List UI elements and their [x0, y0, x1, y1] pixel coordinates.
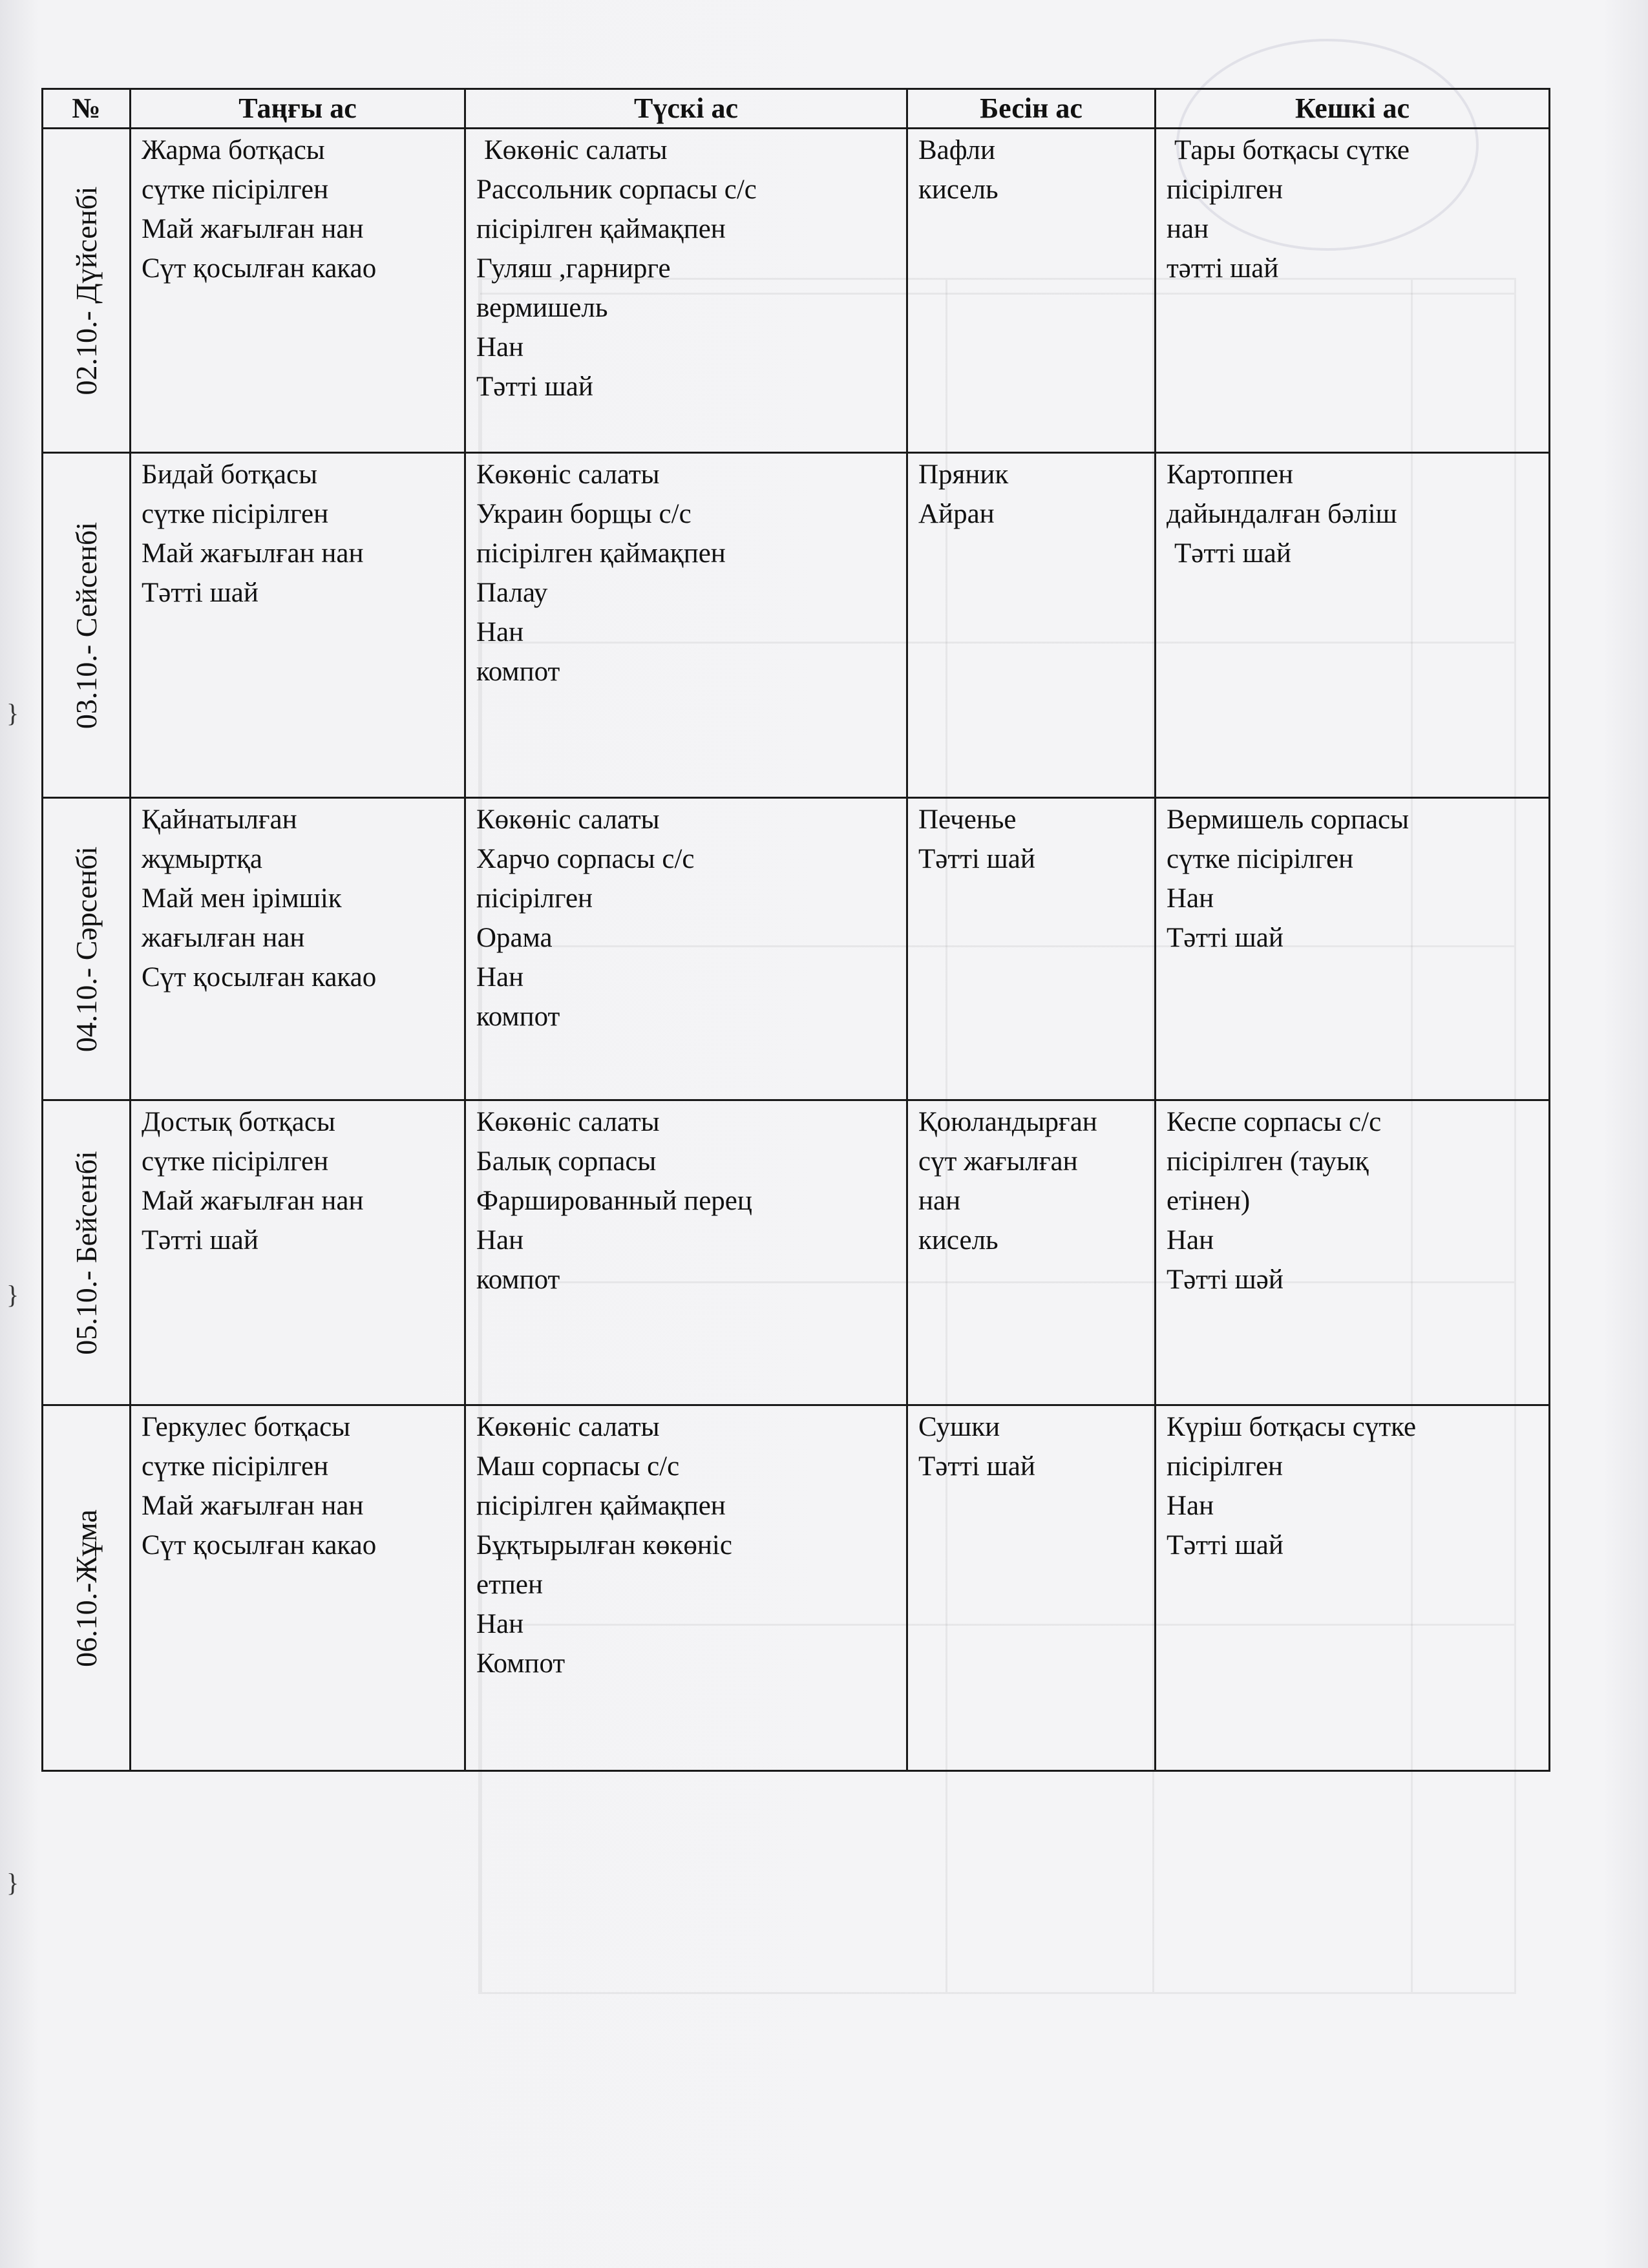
day-label: 02.10.- Дүйсенбі	[69, 185, 103, 395]
menu-item: Печенье	[918, 804, 1017, 835]
binding-mark: }	[6, 698, 19, 728]
header-breakfast: Таңғы ас	[131, 89, 465, 129]
menu-item: Геркулес ботқасы	[142, 1412, 351, 1442]
menu-item: Тары ботқасы сүтке	[1174, 135, 1410, 165]
day-row-thursday	[43, 1100, 1550, 1405]
menu-item: Бұқтырылған көкөніс	[476, 1530, 732, 1560]
menu-item: Вермишель сорпасы	[1167, 804, 1410, 835]
menu-item: Балық сорпасы	[476, 1146, 657, 1177]
lunch-cell	[465, 798, 907, 1100]
menu-item: пісірілген қаймақпен	[476, 538, 726, 569]
dinner-cell	[1156, 798, 1550, 1100]
menu-item: Нан	[1167, 1491, 1214, 1521]
binding-mark: }	[6, 1868, 19, 1897]
menu-item: Май жағылған нан	[142, 1186, 364, 1216]
menu-item: Тәтті шай	[1174, 538, 1291, 569]
menu-item: Палау	[476, 578, 548, 608]
menu-item: Картоппен	[1167, 459, 1293, 490]
menu-item: пісірілген қаймақпен	[476, 1491, 726, 1521]
menu-item: Тәтті шәй	[1167, 1265, 1284, 1295]
menu-item: компот	[476, 1265, 560, 1295]
dinner-cell	[1156, 453, 1550, 798]
menu-item: Вафли	[918, 135, 996, 165]
menu-item: Май жағылған нан	[142, 1491, 364, 1521]
day-cell	[43, 1405, 131, 1771]
menu-item: Май жағылған нан	[142, 538, 364, 569]
menu-item: Нан	[476, 962, 524, 992]
menu-item: пісірілген	[1167, 174, 1284, 205]
menu-item: Нан	[1167, 1225, 1214, 1255]
breakfast-cell	[131, 798, 465, 1100]
menu-item: сүтке пісірілген	[142, 1451, 329, 1482]
menu-item: пісірілген (тауық	[1167, 1146, 1369, 1177]
day-label: 03.10.- Сейсенбі	[69, 521, 103, 729]
menu-item: вермишель	[476, 293, 608, 323]
breakfast-cell	[131, 1100, 465, 1405]
menu-item: нан	[1167, 214, 1209, 244]
menu-item: Бидай ботқасы	[142, 459, 317, 490]
menu-item: Нан	[476, 1225, 524, 1255]
header-snack: Бесін ас	[907, 89, 1156, 129]
menu-item: Көкөніс салаты	[476, 1412, 660, 1442]
menu-item: жұмыртқа	[142, 844, 263, 874]
menu-item: дайындалған бәліш	[1167, 499, 1397, 529]
snack-cell	[907, 129, 1156, 453]
menu-item: Нан	[476, 617, 524, 647]
day-cell	[43, 129, 131, 453]
menu-item: сүтке пісірілген	[142, 1146, 329, 1177]
menu-item: Пряник	[918, 459, 1009, 490]
breakfast-cell	[131, 453, 465, 798]
binding-mark: }	[6, 1280, 19, 1309]
menu-item: кисель	[918, 174, 998, 205]
menu-item: сүтке пісірілген	[1167, 844, 1354, 874]
menu-item: Сүт қосылған какао	[142, 1530, 377, 1560]
menu-item: Фаршированный перец	[476, 1186, 752, 1216]
menu-item: Жарма ботқасы	[142, 135, 325, 165]
header-row	[43, 89, 1550, 129]
menu-item: Май жағылған нан	[142, 214, 364, 244]
menu-item: Компот	[476, 1648, 565, 1679]
header-num: №	[43, 89, 131, 129]
menu-item: Қоюландырған	[918, 1107, 1097, 1137]
dinner-cell	[1156, 1405, 1550, 1771]
day-cell	[43, 453, 131, 798]
menu-item: Достық ботқасы	[142, 1107, 335, 1137]
day-row-friday	[43, 1405, 1550, 1771]
menu-item: Айран	[918, 499, 995, 529]
header-dinner: Кешкі ас	[1156, 89, 1550, 129]
dinner-cell	[1156, 1100, 1550, 1405]
snack-cell	[907, 1405, 1156, 1771]
day-cell	[43, 1100, 131, 1405]
menu-item: жағылған нан	[142, 923, 305, 953]
menu-item: Сушки	[918, 1412, 1000, 1442]
day-label: 06.10.-Жұма	[69, 1509, 103, 1667]
menu-item: Кеспе сорпасы с/с	[1167, 1107, 1382, 1137]
day-row-wednesday	[43, 798, 1550, 1100]
snack-cell	[907, 798, 1156, 1100]
lunch-cell	[465, 453, 907, 798]
menu-item: тәтті шай	[1167, 253, 1279, 284]
menu-item: етінен)	[1167, 1186, 1251, 1216]
menu-item: Рассольник сорпасы с/с	[476, 174, 757, 205]
day-label: 04.10.- Сәрсенбі	[69, 846, 103, 1052]
menu-item: Тәтті шай	[142, 578, 259, 608]
weekly-menu-table	[41, 88, 1550, 1772]
menu-item: Май мен ірімшік	[142, 883, 342, 914]
menu-item: Украин борщы с/с	[476, 499, 692, 529]
menu-item: сүтке пісірілген	[142, 174, 329, 205]
menu-item: компот	[476, 1002, 560, 1032]
menu-item: Гуляш ,гарнирге	[476, 253, 671, 284]
lunch-cell	[465, 1405, 907, 1771]
breakfast-cell	[131, 129, 465, 453]
menu-item: сүт жағылған	[918, 1146, 1078, 1177]
menu-item: кисель	[918, 1225, 998, 1255]
menu-item: пісірілген	[1167, 1451, 1284, 1482]
day-label: 05.10.- Бейсенбі	[69, 1150, 103, 1355]
menu-item: пісірілген	[476, 883, 593, 914]
menu-item: Көкөніс салаты	[484, 135, 668, 165]
dinner-cell	[1156, 129, 1550, 453]
snack-cell	[907, 453, 1156, 798]
breakfast-cell	[131, 1405, 465, 1771]
menu-item: Сүт қосылған какао	[142, 962, 377, 992]
menu-item: Тәтті шай	[918, 1451, 1035, 1482]
menu-item: компот	[476, 656, 560, 687]
menu-item: Нан	[1167, 883, 1214, 914]
menu-item: пісірілген қаймақпен	[476, 214, 726, 244]
lunch-cell	[465, 1100, 907, 1405]
menu-item: Көкөніс салаты	[476, 1107, 660, 1137]
menu-item: Харчо сорпасы с/с	[476, 844, 695, 874]
menu-item: Сүт қосылған какао	[142, 253, 377, 284]
day-cell	[43, 798, 131, 1100]
menu-item: Тәтті шай	[476, 372, 593, 402]
menu-item: етпен	[476, 1570, 543, 1600]
menu-item: Тәтті шай	[1167, 1530, 1284, 1560]
snack-cell	[907, 1100, 1156, 1405]
menu-item: Күріш ботқасы сүтке	[1167, 1412, 1417, 1442]
menu-item: нан	[918, 1186, 961, 1216]
menu-item: Тәтті шай	[1167, 923, 1284, 953]
menu-item: Қайнатылған	[142, 804, 297, 835]
menu-item: Көкөніс салаты	[476, 804, 660, 835]
lunch-cell	[465, 129, 907, 453]
header-lunch: Түскі ас	[465, 89, 907, 129]
menu-item: Көкөніс салаты	[476, 459, 660, 490]
menu-item: Маш сорпасы с/с	[476, 1451, 680, 1482]
menu-item: Нан	[476, 1609, 524, 1639]
menu-item: сүтке пісірілген	[142, 499, 329, 529]
menu-item: Орама	[476, 923, 553, 953]
day-row-monday	[43, 129, 1550, 453]
day-row-tuesday	[43, 453, 1550, 798]
menu-item: Тәтті шай	[142, 1225, 259, 1255]
menu-item: Нан	[476, 332, 524, 362]
menu-item: Тәтті шай	[918, 844, 1035, 874]
